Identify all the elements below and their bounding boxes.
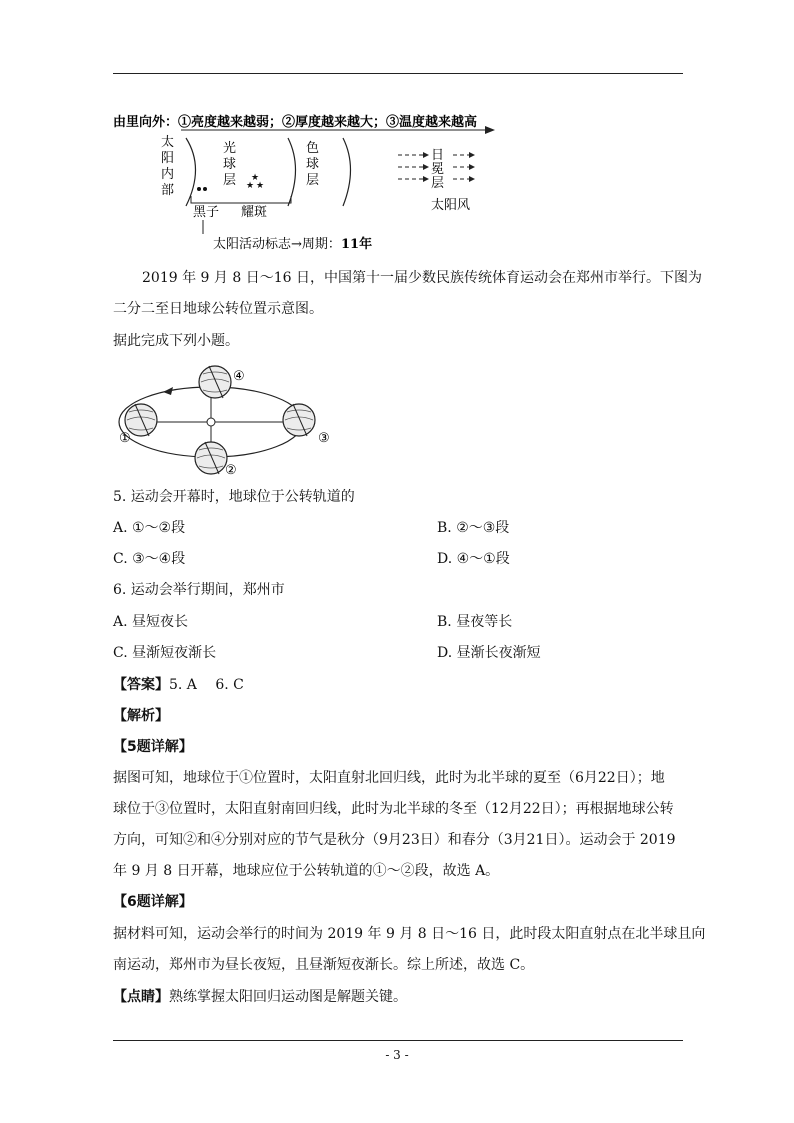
- q6-option-c: C. 昼渐短夜渐长: [113, 645, 217, 661]
- chromosphere-arc: [288, 138, 296, 206]
- solar-structure-figure: [113, 106, 513, 256]
- detail-6-tag: 【6题详解】: [113, 894, 193, 910]
- svg-text:层: 层: [223, 173, 237, 188]
- svg-text:层: 层: [306, 173, 320, 188]
- svg-text:层: 层: [431, 176, 445, 191]
- detail-5-line-1: 据图可知，地球位于①位置时，太阳直射北回归线，此时为北半球的夏至（6月22日）；地: [113, 770, 665, 786]
- svg-text:阳: 阳: [161, 151, 175, 166]
- answer-line: [113, 675, 244, 695]
- cycle-value: 11年: [341, 237, 373, 252]
- q5-option-b: B. ②～③段: [437, 520, 510, 536]
- svg-text:日: 日: [431, 148, 445, 163]
- svg-text:★: ★: [256, 181, 265, 191]
- tip-tag: 【点睛】: [113, 989, 169, 1005]
- q5-option-d: D. ④～①段: [437, 551, 510, 567]
- svg-text:★: ★: [246, 181, 255, 191]
- detail-5-line-4: 年 9 月 8 日开幕，地球应位于公转轨道的①～②段，故选 A。: [113, 863, 500, 879]
- tip-line: [113, 987, 407, 1007]
- q6-option-a: A. 昼短夜长: [113, 614, 189, 630]
- earth-icon-3: [283, 404, 315, 436]
- sunspot-label: 黑子: [193, 205, 220, 220]
- detail-5-line-3: 方向，可知②和④分别对应的节气是秋分（9月23日）和春分（3月21日）。运动会于 2019: [113, 832, 676, 848]
- detail-5-line-2: 球位于③位置时，太阳直射南回归线，此时为北半球的冬至（12月22日）；再根据地球公转: [113, 801, 674, 817]
- solar-wind-label: 太阳风: [431, 198, 471, 213]
- position-label-4: ④: [233, 369, 245, 384]
- corona-arrows-right: [453, 155, 469, 179]
- intro-line-1: 2019 年 9 月 8 日～16 日，中国第十一届少数民族传统体育运动会在郑州市举行。下图为: [142, 270, 702, 286]
- figure-header: 由里向外：①亮度越来越弱；②厚度越来越大；③温度越来越高: [113, 115, 478, 130]
- q5-option-c: C. ③～④段: [113, 551, 186, 567]
- sun-interior-label: [161, 134, 174, 198]
- tip-text: 熟练掌握太阳回归运动图是解题关键。: [169, 989, 407, 1005]
- svg-text:冕: 冕: [431, 162, 445, 177]
- photosphere-label: [223, 140, 236, 188]
- header-rule: [113, 73, 683, 74]
- corona-label: [431, 148, 444, 191]
- chromosphere-label: [306, 141, 319, 188]
- intro-line-3: 据此完成下列小题。: [113, 333, 239, 349]
- sunspot-icon: [197, 187, 207, 191]
- svg-text:色: 色: [306, 141, 320, 156]
- svg-text:太: 太: [161, 135, 175, 150]
- earth-icon-2: [195, 442, 227, 474]
- activity-line: 太阳活动标志→周期：: [213, 237, 341, 252]
- q5-option-a: A. ①～②段: [113, 520, 186, 536]
- sun-icon: [202, 413, 220, 431]
- svg-text:光: 光: [223, 141, 237, 156]
- q6-stem: 6. 运动会举行期间，郑州市: [113, 582, 285, 598]
- position-label-2: ②: [225, 463, 237, 477]
- position-label-1: ①: [119, 431, 131, 446]
- position-label-3: ③: [318, 431, 330, 446]
- analysis-tag: 【解析】: [113, 708, 169, 724]
- corona-arc: [343, 138, 351, 206]
- intro-line-2: 二分二至日地球公转位置示意图。: [113, 301, 323, 317]
- page-number: - 3 -: [385, 1048, 409, 1062]
- answer-text: 5. A 6. C: [169, 677, 244, 693]
- q5-stem: 5. 运动会开幕时，地球位于公转轨道的: [113, 489, 355, 505]
- detail-5-tag: 【5题详解】: [113, 739, 193, 755]
- activity-bracket: [191, 196, 291, 203]
- flare-icon: [246, 173, 264, 191]
- answer-tag: 【答案】: [113, 677, 169, 693]
- svg-text:内: 内: [161, 167, 175, 182]
- svg-text:球: 球: [306, 157, 320, 172]
- detail-6-line-1: 据材料可知，运动会举行的时间为 2019 年 9 月 8 日～16 日，此时段太阳直射点在北半球且向: [113, 926, 706, 942]
- corona-arrows-left: [398, 155, 423, 179]
- q6-option-d: D. 昼渐长夜渐短: [437, 645, 541, 661]
- svg-text:★: ★: [251, 173, 260, 183]
- svg-text:球: 球: [223, 157, 237, 172]
- orbit-direction-arrow: [163, 387, 173, 395]
- footer-rule: [113, 1040, 683, 1041]
- svg-text:部: 部: [161, 183, 175, 198]
- detail-6-line-2: 南运动，郑州市为昼长夜短，且昼渐短夜渐长。综上所述，故选 C。: [113, 957, 535, 973]
- q6-option-b: B. 昼夜等长: [437, 614, 513, 630]
- earth-orbit-figure: [113, 362, 338, 477]
- earth-icon-4: [199, 366, 231, 398]
- photosphere-arc: [186, 138, 196, 206]
- flare-label: 耀斑: [241, 205, 268, 220]
